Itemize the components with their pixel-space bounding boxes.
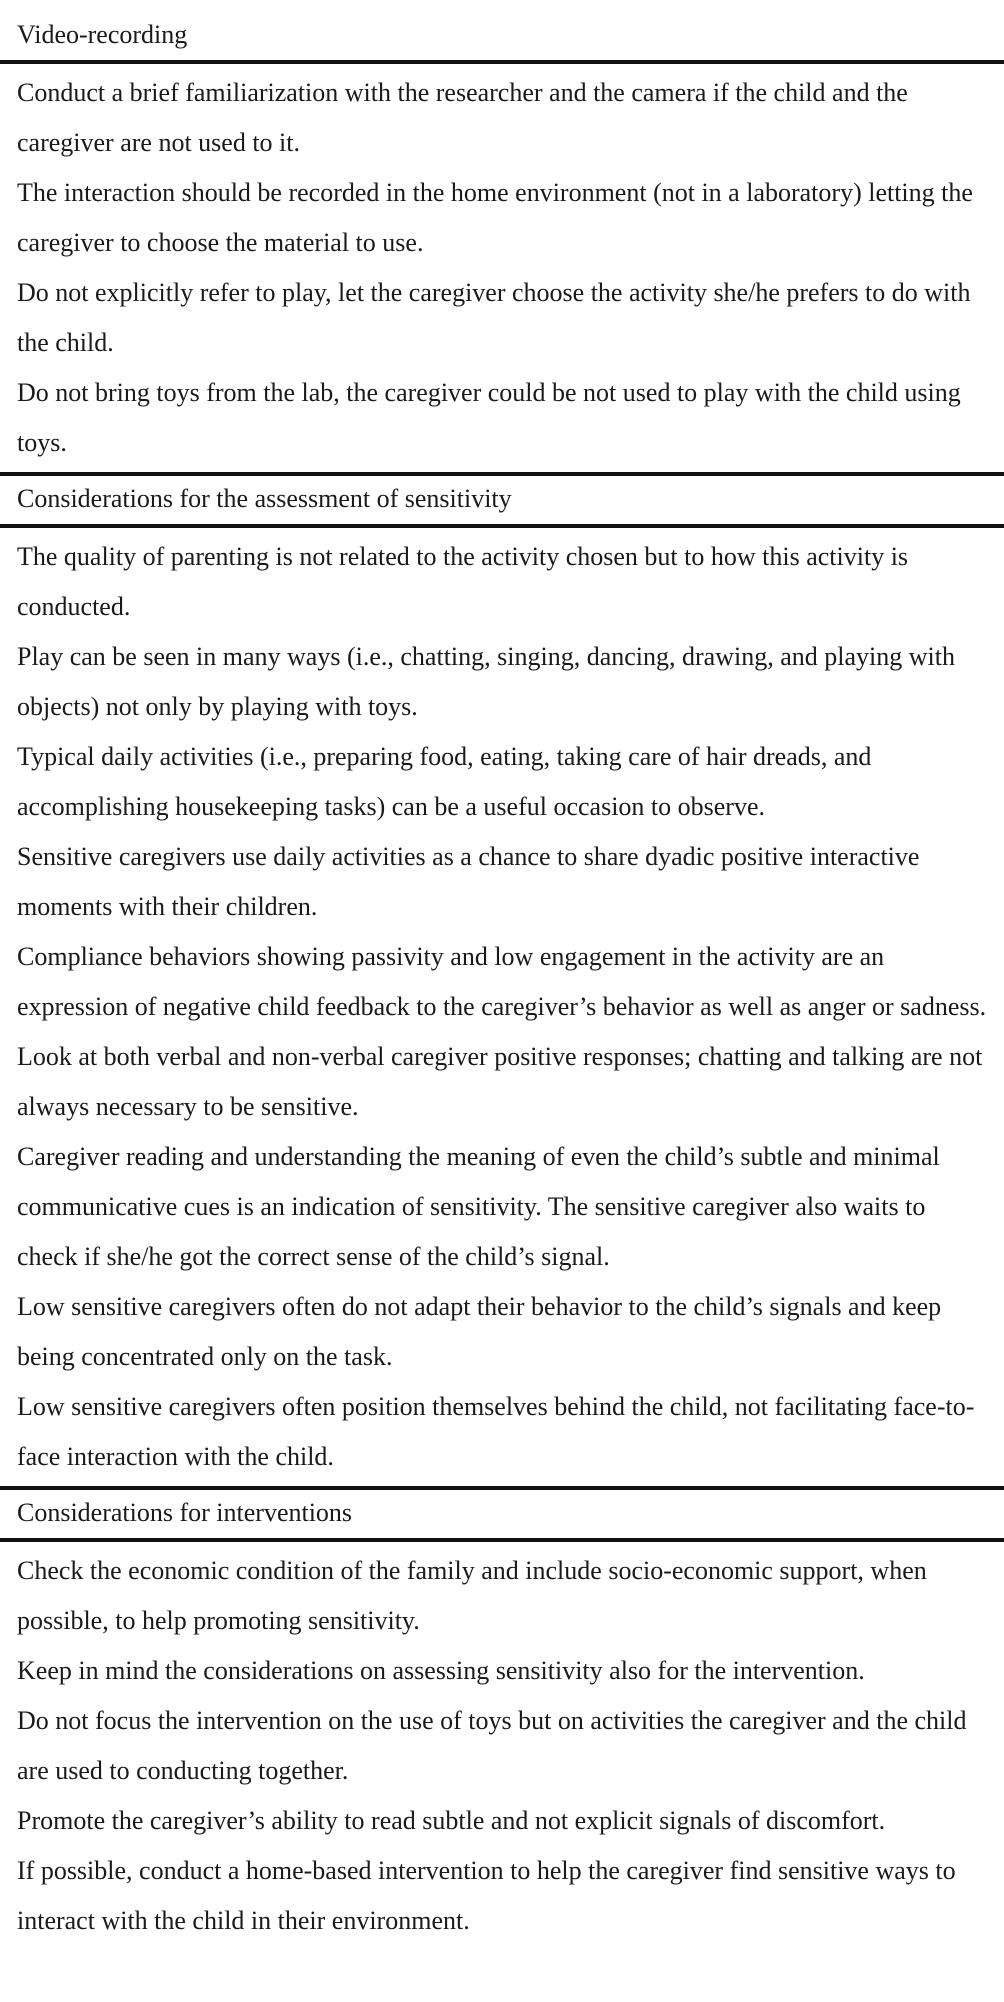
table-row: The quality of parenting is not related to the activity chosen but to how this activity is conducted.: [17, 542, 909, 621]
section-heading: Video-recording: [0, 12, 1004, 64]
table-row: Promote the caregiver’s ability to read subtle and not explicit signals of discomfort.: [17, 1806, 886, 1835]
table-row: Keep in mind the considerations on assessing sensitivity also for the intervention.: [17, 1656, 865, 1685]
table-row: Compliance behaviors showing passivity and low engagement in the activity are an expression of negative child feedback to the caregiver’s behavior as well as anger or sadness.: [17, 942, 987, 1021]
table-row: Look at both verbal and non-verbal caregiver positive responses; chatting and talking are not always necessary to be sensitive.: [17, 1042, 983, 1121]
table-row: The interaction should be recorded in the home environment (not in a laboratory) letting the caregiver to choose the material to use.: [17, 178, 973, 257]
table-row: Conduct a brief familiarization with the researcher and the camera if the child and the caregiver are not used to it.: [17, 78, 908, 157]
table-row: Sensitive caregivers use daily activities as a chance to share dyadic positive interactive moments with their children.: [17, 842, 920, 921]
section-body: [0, 528, 1004, 1490]
table-row: Do not bring toys from the lab, the caregiver could be not used to play with the child using toys.: [17, 378, 961, 457]
table-row: Play can be seen in many ways (i.e., chatting, singing, dancing, drawing, and playing with objects) not only by playing with toys.: [17, 642, 955, 721]
section-video-recording: [0, 12, 1004, 476]
section-body: [0, 64, 1004, 476]
section-heading: Considerations for interventions: [0, 1490, 1004, 1542]
table-row: Do not explicitly refer to play, let the caregiver choose the activity she/he prefers to do with the child.: [17, 278, 971, 357]
table-row: Low sensitive caregivers often position themselves behind the child, not facilitating face-to-face interaction with the child.: [17, 1392, 975, 1471]
section-heading: Considerations for the assessment of sensitivity: [0, 476, 1004, 528]
table-row: Low sensitive caregivers often do not adapt their behavior to the child’s signals and keep being concentrated only on the task.: [17, 1292, 942, 1371]
table-row: Do not focus the intervention on the use of toys but on activities the caregiver and the child are used to conducting together.: [17, 1706, 967, 1785]
table-row: Check the economic condition of the family and include socio-economic support, when possible, to help promoting sensitivity.: [17, 1556, 927, 1635]
section-interventions: [0, 1490, 1004, 1950]
table-row: Typical daily activities (i.e., preparing food, eating, taking care of hair dreads, and accomplishing housekeeping tasks) can be a useful occasion to observe.: [17, 742, 872, 821]
section-assessment-of-sensitivity: [0, 476, 1004, 1490]
section-body: [0, 1542, 1004, 1950]
table-row: Caregiver reading and understanding the meaning of even the child’s subtle and minimal communicative cues is an indication of sensitivity. The sensitive caregiver also waits to check if she/he got the correct sense of the child’s signal.: [17, 1142, 940, 1271]
table-row: If possible, conduct a home-based intervention to help the caregiver find sensitive ways to interact with the child in their environment.: [17, 1856, 956, 1935]
